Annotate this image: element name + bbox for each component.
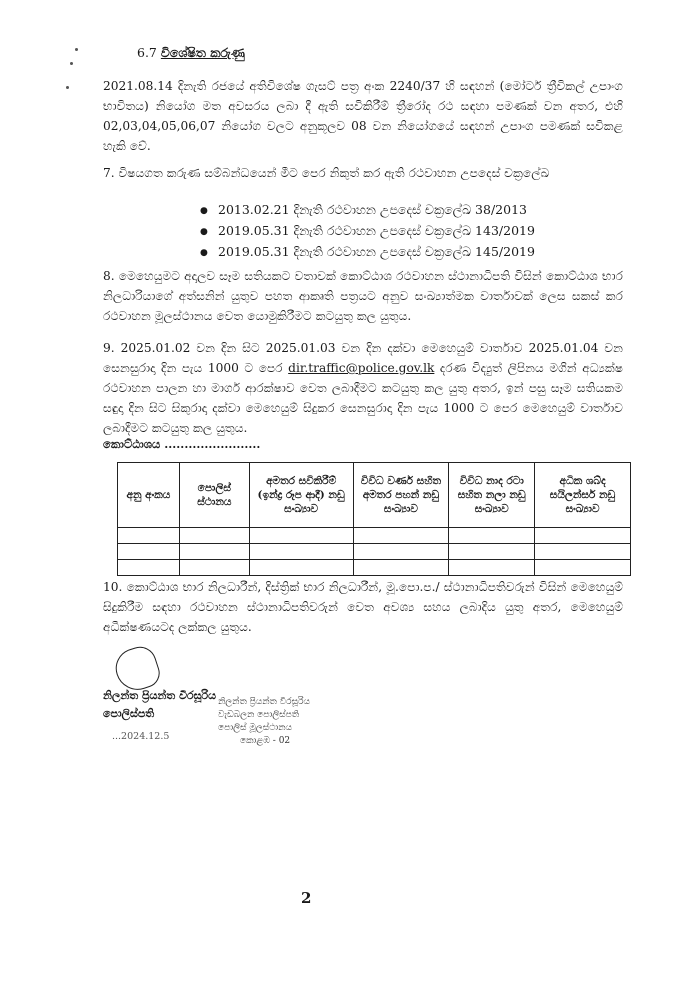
section-6-7-heading	[137, 43, 245, 63]
list-item: ● 2019.05.31 දිනැති රථවාහන උපදෙස් චක්‍රලේඛ 143/2019	[200, 221, 535, 242]
signatory-title: පොලිස්පති	[103, 707, 155, 720]
scan-speck	[75, 48, 78, 51]
scan-speck	[66, 86, 69, 89]
division-dots: ........................	[164, 437, 261, 451]
column-header-police-station: පොලිස් ස්ථානය	[179, 463, 249, 528]
table-header-row	[118, 463, 631, 528]
scan-speck	[70, 62, 73, 65]
stamp-line: කොළඹ - 02	[240, 736, 291, 746]
division-label: කොට්ඨාශය	[103, 437, 161, 451]
stamp-line: පොලිස් මූලස්ථානය	[218, 723, 293, 733]
circular-list	[200, 200, 535, 263]
column-header-horns: විවිධ නාද රටා සහිත නලා නඩු සංඛ්‍යාව	[449, 463, 535, 528]
stamp-line: වැඩබලන පොලිස්පති	[218, 710, 300, 720]
column-header-extra-fittings: අමතර සවිකිරීම් (ඉන්ද්‍ර රූප ආදී) නඩු සංඛ්‍යාව	[249, 463, 353, 528]
section-10-paragraph: 10. කොට්ඨාශ භාර නිලධාරීන්, දිස්ත්‍රික් භාර නිලධාරීන්, මූ.පො.ප./ ස්ථානාධිපතිවරුන් විසින් මෙහෙයුම් සිදුකිරීම සඳහා රථවාහන ස්ථානාධිපතිවරුන් වෙත අවශ්‍ය සහය ලබාදිය යුතු අතර, මෙහෙයුම් අධීක්ෂණයටද ලක්කල යුතුය.	[103, 580, 623, 634]
table-row	[118, 528, 631, 544]
table-row	[118, 544, 631, 560]
section-8-paragraph: 8. මෙහෙයුමට අදාලව සෑම සතියකට වතාවක් කොට්ඨාශ රථවාහන ස්ථානාධිපති විසින් කොට්ඨාශ භාර නිලධාරියාගේ අත්සනින් යුතුව පහත ආකෘති පත්‍රයට අනුව සංඛ්‍යාත්මක වාර්තාවක් ලෙස සකස් කර රථවාහන මූලස්ථානය වෙත යොමුකිරීමට කටයුතු කල යුතුය.	[103, 269, 623, 323]
division-field	[103, 434, 260, 454]
page-number: 2	[301, 889, 312, 907]
column-header-colored-lights: විවිධ වර්ණ සහිත අමතර පහන් නඩු සංඛ්‍යාව	[353, 463, 449, 528]
section-9-paragraph	[103, 338, 623, 438]
list-item: ● 2013.02.21 දිනැති රථවාහන උපදෙස් චක්‍රලේඛ 38/2013	[200, 200, 535, 221]
section-number: 6.7	[137, 45, 157, 60]
table-row	[118, 560, 631, 576]
report-form-table	[117, 462, 631, 576]
section-9-text-part2: දරණ විද්‍යුත් ලිපිනය මගින් අධ්‍යක්ෂ රථවාහන පාලන හා මාර්ග ආරක්ෂාව වෙත ලබාදීමට කටයුතු කල යුතු අතර, ඉන් පසු සෑම සතියකම සඳුදා දින සිට සිකුරාදා දක්වා මෙහෙයුම් සිදුකර සෙනසුරාදා දින පැය 1000 ට පෙර මෙහෙයුම් වාර්තාව ලබාදීමට කටයුතු කල යුතුය.	[103, 361, 623, 435]
section-6-7-paragraph: 2021.08.14 දිනැති රජයේ අතිවිශේෂ ගැසට් පත්‍ර අංක 2240/37 හි සඳහන් (මෝටර් ත්‍රීවිකල් උපාංග භාවිතය) නියෝග මත අවසරය ලබා දී ඇති සවිකිරීම් ත්‍රීරෝද රථ සඳහා පමණක් වන අතර, එහි 02,03,04,05,06,07 නියෝග වලට අනුකූලව 08 වන නියෝගයේ සඳහන් උපාංග පමණක් සවිකළ හැකි වේ.	[103, 79, 623, 153]
section-7-paragraph: 7. විෂයගත කරුණ සම්බන්ධයෙන් මීට පෙර නිකුත් කර ඇති රථවාහන උපදෙස් චක්‍රලේඛ	[103, 166, 550, 180]
column-header-silencers: අධික ශබ්ද සයිලන්සර් නඩු සංඛ්‍යාව	[535, 463, 631, 528]
stamp-line: නිලන්ත ප්‍රියන්ත වීරසූරිය	[218, 697, 310, 707]
official-stamp	[218, 696, 310, 748]
section-9-text-part1: 9. 2025.01.02 වන දින සිට 2025.01.03 වන දින දක්වා මෙහෙයුම් වාර්තාව 2025.01.04 වන සෙනසුරාදා දින පැය 1000 ට පෙර	[103, 341, 623, 375]
list-item: ● 2019.05.31 දිනැති රථවාහන උපදෙස් චක්‍රලේඛ 145/2019	[200, 242, 535, 263]
date-mark: ...2024.12.5	[112, 731, 170, 742]
section-heading-text: විශේෂිත කරුණු	[160, 45, 245, 60]
email-link[interactable]: dir.traffic@police.gov.lk	[288, 361, 435, 375]
signatory-name: නිලන්ත ප්‍රියන්ත වීරසූරිය	[103, 689, 217, 702]
column-header-serial-no: අනු අංකය	[118, 463, 180, 528]
